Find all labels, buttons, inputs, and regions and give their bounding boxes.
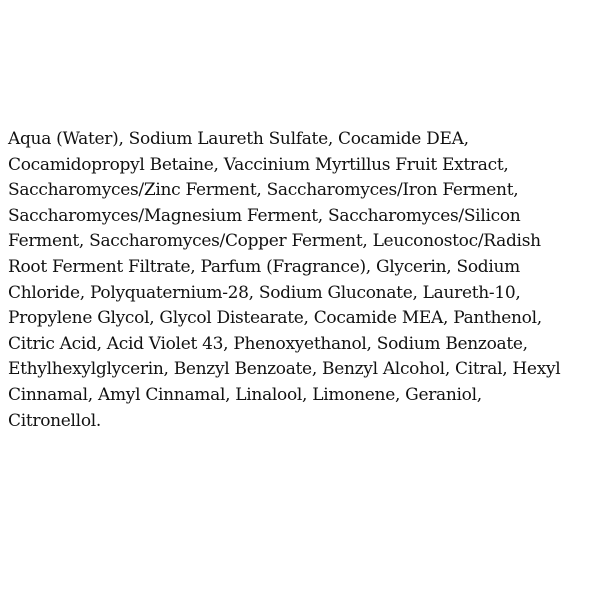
ingredients-line-7: Chloride, Polyquaternium-28, Sodium Gluconate, Laureth-10, bbox=[8, 282, 521, 303]
ingredients-line-8: Propylene Glycol, Glycol Distearate, Cocamide MEA, Panthenol, bbox=[8, 308, 542, 329]
ingredients-line-3: Saccharomyces/Zinc Ferment, Saccharomyces/Iron Ferment, bbox=[8, 180, 519, 201]
ingredients-line-10: Ethylhexylglycerin, Benzyl Benzoate, Benzyl Alcohol, Citral, Hexyl bbox=[8, 359, 561, 380]
ingredients-line-6: Root Ferment Filtrate, Parfum (Fragrance), Glycerin, Sodium bbox=[8, 256, 520, 277]
ingredients-line-2: Cocamidopropyl Betaine, Vaccinium Myrtillus Fruit Extract, bbox=[8, 154, 509, 175]
ingredients-line-5: Ferment, Saccharomyces/Copper Ferment, Leuconostoc/Radish bbox=[8, 231, 541, 252]
ingredients-line-12: Citronellol. bbox=[8, 410, 101, 431]
ingredients-line-4: Saccharomyces/Magnesium Ferment, Saccharomyces/Silicon bbox=[8, 205, 521, 226]
ingredients-line-11: Cinnamal, Amyl Cinnamal, Linalool, Limonene, Geraniol, bbox=[8, 384, 482, 405]
ingredients-line-9: Citric Acid, Acid Violet 43, Phenoxyethanol, Sodium Benzoate, bbox=[8, 333, 528, 354]
ingredients-list bbox=[8, 127, 592, 434]
ingredients-line-1: Aqua (Water), Sodium Laureth Sulfate, Cocamide DEA, bbox=[8, 129, 469, 149]
